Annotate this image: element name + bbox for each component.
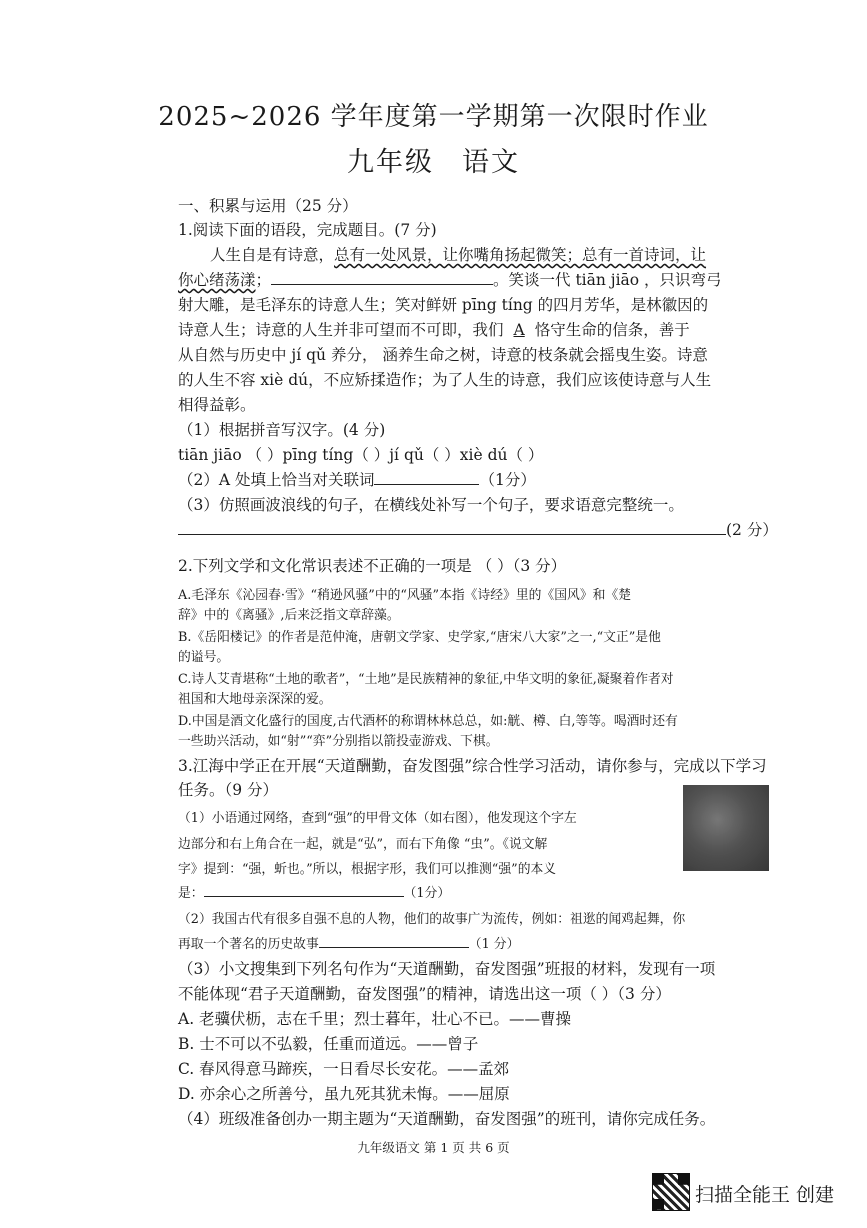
q2-option-a-line1: A.毛泽东《沁园春·雪》“稍逊风骚”中的“风骚”本指《诗经》里的《国风》和《楚 bbox=[178, 588, 632, 603]
sub3-score: (2 分） bbox=[726, 521, 778, 539]
page-footer: 九年级语文 第 1 页 共 6 页 bbox=[357, 1140, 510, 1155]
wavy-sentence: 总有一处风景，让你嘴角扬起微笑；总有一首诗词，让 bbox=[334, 246, 707, 264]
subject-label: 语文 bbox=[462, 147, 520, 178]
sub2-text: （2）A 处填上恰当对关联词 bbox=[178, 471, 375, 489]
q1-passage-line6: 的人生不容 xiè dú，不应矫揉造作；为了人生的诗意，我们应该使诗意与人生 bbox=[178, 371, 712, 389]
s2-text: 再取一个著名的历史故事 bbox=[178, 937, 319, 952]
fill-blank-sentence[interactable] bbox=[271, 270, 493, 285]
q3-s3-line1: （3）小文搜集到下列名句作为“天道酬勤，奋发图强”班报的材料，发现有一项 bbox=[178, 960, 716, 978]
fill-blank-conjunction[interactable] bbox=[374, 470, 479, 485]
section-heading: 一、积累与运用（25 分） bbox=[178, 197, 358, 215]
q1-passage-line5: 从自然与历史中 jí qǔ 养分， 涵养生命之树，诗意的枝条就会摇曳生姿。诗意 bbox=[178, 346, 708, 364]
blank-a[interactable]: A bbox=[513, 321, 525, 339]
q3-s3-line2: 不能体现“君子天道酬勤，奋发图强”的精神，请选出这一项（ ）（3 分） bbox=[178, 985, 671, 1003]
q1-prompt: 1.阅读下面的语段，完成题目。(7 分) bbox=[178, 221, 437, 239]
q3-prompt-line1: 3.江海中学正在开展“天道酬勤，奋发图强”综合性学习活动，请你参与，完成以下学习 bbox=[178, 757, 767, 775]
q1-passage-line2 bbox=[178, 268, 778, 290]
q3-s4: （4）班级准备创办一期主题为“天道酬勤，奋发图强”的班刊，请你完成任务。 bbox=[178, 1110, 716, 1128]
q2-option-d-line2: 一些助兴活动，如“射”“弈”分别指以箭投壶游戏、下棋。 bbox=[178, 734, 499, 749]
s1-text: 是： bbox=[178, 886, 204, 901]
grade-label: 九年级 bbox=[347, 147, 434, 178]
scanner-watermark: 扫描全能王 创建 bbox=[695, 1184, 835, 1206]
passage-text: 恪守生命的信条，善于 bbox=[534, 321, 690, 339]
q3-s1-line4 bbox=[178, 882, 778, 901]
q3-option-a: A. 老骥伏枥，志在千里；烈士暮年，壮心不已。——曹操 bbox=[178, 1010, 572, 1028]
q1-passage-line7: 相得益彰。 bbox=[178, 396, 256, 414]
s1-score: （1分） bbox=[403, 886, 451, 901]
passage-text: 。笑谈一代 tiān jiāo ，只识弯弓 bbox=[493, 271, 722, 289]
q2-option-b-line2: 的谥号。 bbox=[178, 650, 230, 665]
passage-text: 人生自是有诗意， bbox=[210, 246, 335, 264]
q1-sub2 bbox=[178, 468, 778, 490]
fill-blank-meaning[interactable] bbox=[204, 882, 404, 897]
q2-option-c-line1: C.诗人艾青堪称“土地的歌者”，“土地”是民族精神的象征,中华文明的象征,凝聚着作者对 bbox=[178, 672, 674, 687]
grade-subject bbox=[0, 140, 867, 179]
fill-blank-imitation[interactable] bbox=[178, 520, 726, 535]
q2-option-d-line1: D.中国是酒文化盛行的国度,古代酒杯的称谓林林总总，如:觥、樽、白,等等。喝酒时还有 bbox=[178, 714, 678, 729]
wavy-sentence-end: 你心绪荡漾 bbox=[178, 271, 256, 289]
passage-text: 诗意人生；诗意的人生并非可望而不可即，我们 bbox=[178, 321, 504, 339]
q1-passage-line4 bbox=[178, 318, 778, 340]
q2-prompt: 2.下列文学和文化常识表述不正确的一项是 （ ）（3 分） bbox=[178, 557, 567, 575]
sub2-score: （1分） bbox=[479, 471, 536, 489]
q3-s1-line2: 边部分和右上角合在一起，就是“弘”，而右下角像 “虫”。《说文解 bbox=[178, 837, 548, 852]
q1-sub1: （1）根据拼音写汉字。(4 分) bbox=[178, 421, 386, 439]
qr-code-icon bbox=[652, 1173, 690, 1211]
q3-option-b: B. 士不可以不弘毅，任重而道远。——曾子 bbox=[178, 1035, 479, 1053]
q1-sub3: （3）仿照画波浪线的句子，在横线处补写一个句子，要求语意完整统一。 bbox=[178, 496, 684, 514]
q1-passage-line3: 射大雕，是毛泽东的诗意人生；笑对鲜妍 pīng tíng 的四月芳华，是林徽因的 bbox=[178, 296, 709, 314]
exam-title: 2025~2026 学年度第一学期第一次限时作业 bbox=[158, 102, 709, 132]
q3-s2-line2 bbox=[178, 933, 778, 952]
passage-text: ； bbox=[255, 271, 272, 289]
q3-option-d: D. 亦余心之所善兮，虽九死其犹未悔。——屈原 bbox=[178, 1085, 510, 1103]
q2-option-b-line1: B.《岳阳楼记》的作者是范仲淹，唐朝文学家、史学家,“唐宋八大家”之一,“文正”是他 bbox=[178, 630, 661, 645]
q2-option-a-line2: 辞》中的《离骚》,后来泛指文章辞藻。 bbox=[178, 608, 400, 623]
s2-score: （1 分） bbox=[468, 937, 520, 952]
q3-s2-line1: （2）我国古代有很多自强不息的人物，他们的故事广为流传，例如：祖逖的闻鸡起舞，你 bbox=[178, 912, 686, 927]
q3-s1-line1: （1）小语通过网络，查到“强”的甲骨文体（如右图），他发现这个字左 bbox=[178, 811, 577, 826]
q1-pinyin-line[interactable]: tiān jiāo （ ）pīng tíng（ ）jí qǔ（ ）xiè dú（ ） bbox=[178, 446, 544, 464]
q2-option-c-line2: 祖国和大地母亲深深的爱。 bbox=[178, 692, 332, 707]
q1-sub3-answer bbox=[178, 518, 778, 540]
q1-passage-line1 bbox=[210, 243, 810, 265]
q3-s1-line3: 字》提到：“强，蚚也。”所以，根据字形，我们可以推测“强”的本义 bbox=[178, 862, 557, 877]
q3-option-c: C. 春风得意马蹄疾，一日看尽长安花。——孟郊 bbox=[178, 1060, 510, 1078]
oracle-bone-image bbox=[683, 785, 769, 871]
q3-prompt-line2: 任务。（9 分） bbox=[178, 781, 279, 799]
fill-blank-story[interactable] bbox=[319, 933, 469, 948]
